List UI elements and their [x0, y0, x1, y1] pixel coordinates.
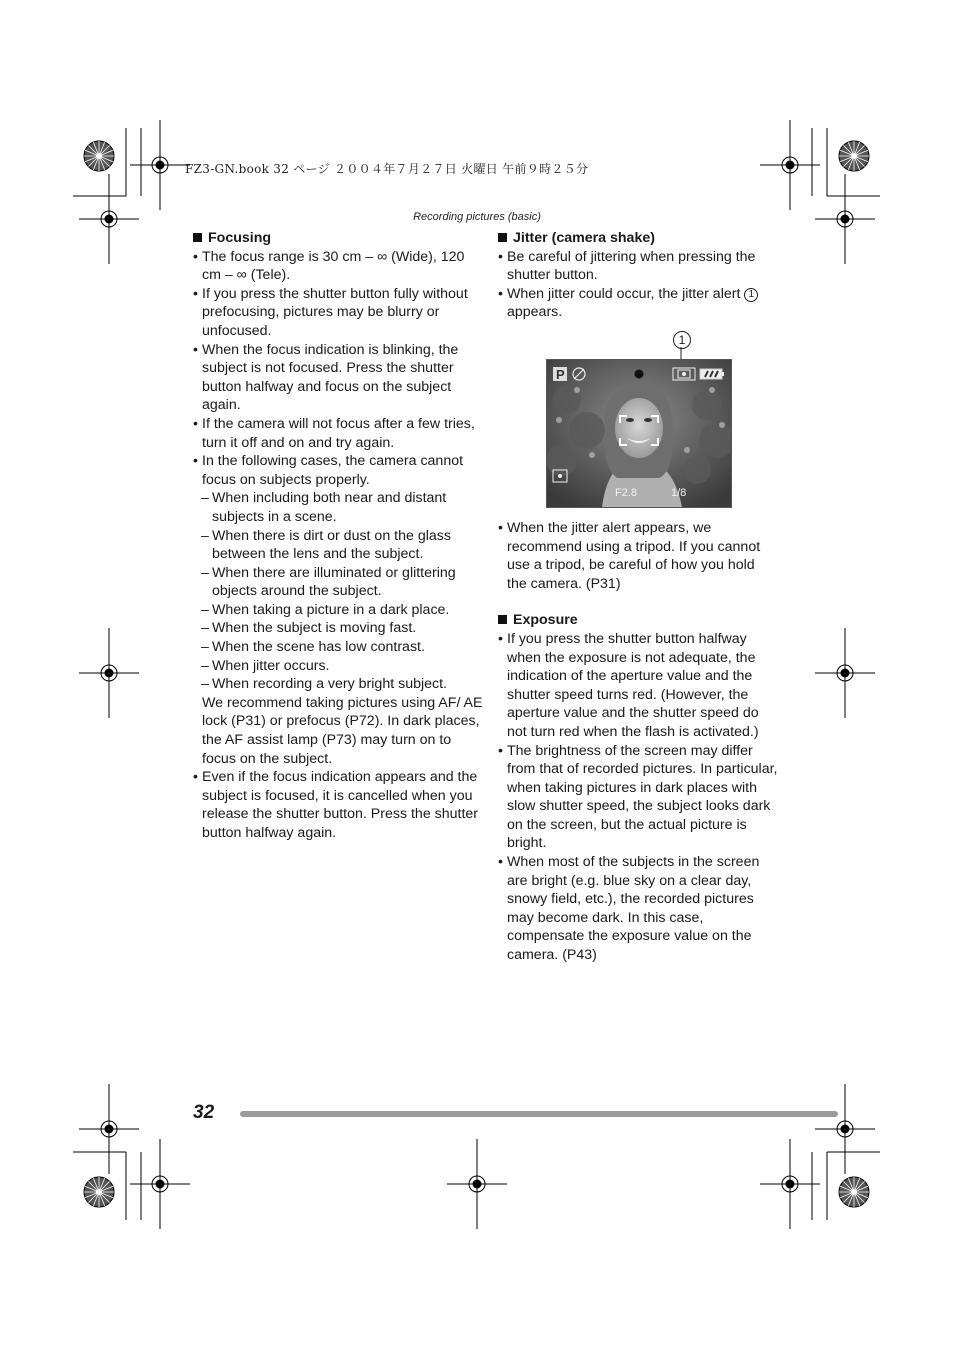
list-item: • When the jitter alert appears, we recommend using a tripod. If you cannot use a tripod, be careful of how you hold the camera. (P31)	[498, 519, 778, 593]
list-item: • When jitter could occur, the jitter alert 1 appears.	[498, 285, 778, 322]
list-item: – When there is dirt or dust on the glass between the lens and the subject.	[193, 527, 483, 564]
list-item: – When the subject is moving fast.	[193, 619, 483, 638]
list-item: • When most of the subjects in the screen are bright (e.g. blue sky on a clear day, snowy field, etc.), the recorded pictures may become dark. In this case, compensate the exposure value on the camera. (P43)	[498, 853, 778, 965]
callout-number-icon: 1	[744, 288, 758, 302]
aperture-value: F2.8	[615, 487, 638, 499]
list-item: • When the focus indication is blinking, the subject is not focused. Press the shutter button halfway and focus on the subject again.	[193, 341, 483, 415]
mode-indicator: P	[556, 367, 565, 382]
jitter-list	[498, 248, 778, 322]
portrait-photo	[547, 360, 731, 507]
square-bullet-icon	[193, 233, 202, 242]
exposure-heading: Exposure	[498, 611, 778, 630]
list-item: – When taking a picture in a dark place.	[193, 601, 483, 620]
list-item: – When the scene has low contrast.	[193, 638, 483, 657]
focusing-heading: Focusing	[193, 229, 483, 248]
list-item: • If you press the shutter button fully without prefocusing, pictures may be blurry or unfocused.	[193, 285, 483, 341]
right-column	[498, 229, 778, 965]
list-item: – When including both near and distant subjects in a scene.	[193, 489, 483, 526]
list-item: • The focus range is 30 cm – ∞ (Wide), 120 cm – ∞ (Tele).	[193, 248, 483, 285]
list-item: • The brightness of the screen may differ from that of recorded pictures. In particular, when taking pictures in dark places with slow shutter speed, the subject looks dark on the screen, but the actual picture is bright.	[498, 742, 778, 854]
shutter-speed-value: 1/8	[671, 487, 687, 499]
focusing-section	[193, 229, 483, 843]
running-header: Recording pictures (basic)	[413, 211, 541, 223]
camera-screen-image	[546, 359, 732, 508]
jitter-alert-callout: 1	[673, 331, 691, 349]
focusing-list	[193, 248, 483, 490]
jitter-heading: Jitter (camera shake)	[498, 229, 778, 248]
list-item: • Be careful of jittering when pressing the shutter button.	[498, 248, 778, 285]
focusing-cases-list	[193, 489, 483, 694]
exposure-list	[498, 630, 778, 965]
square-bullet-icon	[498, 233, 507, 242]
list-item: • Even if the focus indication appears and the subject is focused, it is cancelled when you release the shutter button. Press the shutter button halfway again.	[193, 768, 483, 842]
page-number: 32	[193, 1102, 215, 1123]
list-item: • If you press the shutter button halfway when the exposure is not adequate, the indication of the aperture value and the shutter speed turns red. (However, the aperture value and the shutter speed do not turn red when the flash is activated.)	[498, 630, 778, 742]
list-item: • If the camera will not focus after a few tries, turn it off and on and try again.	[193, 415, 483, 452]
focus-indicator-icon	[635, 370, 644, 379]
list-item: – When there are illuminated or glittering objects around the subject.	[193, 564, 483, 601]
list-item: • In the following cases, the camera cannot focus on subjects properly.	[193, 452, 483, 489]
list-item: – When jitter occurs.	[193, 657, 483, 676]
square-bullet-icon	[498, 615, 507, 624]
list-item: – When recording a very bright subject.	[193, 675, 483, 694]
print-meta: FZ3-GN.book 32 ページ ２００４年７月２７日 火曜日 午前９時２５分	[185, 162, 589, 176]
battery-icon	[700, 369, 724, 379]
focusing-note: We recommend taking pictures using AF/ AE lock (P31) or prefocus (P72). In dark places, the AF assist lamp (P73) may turn on to focus on the subject.	[202, 694, 483, 767]
page-footer-bar	[240, 1111, 838, 1117]
